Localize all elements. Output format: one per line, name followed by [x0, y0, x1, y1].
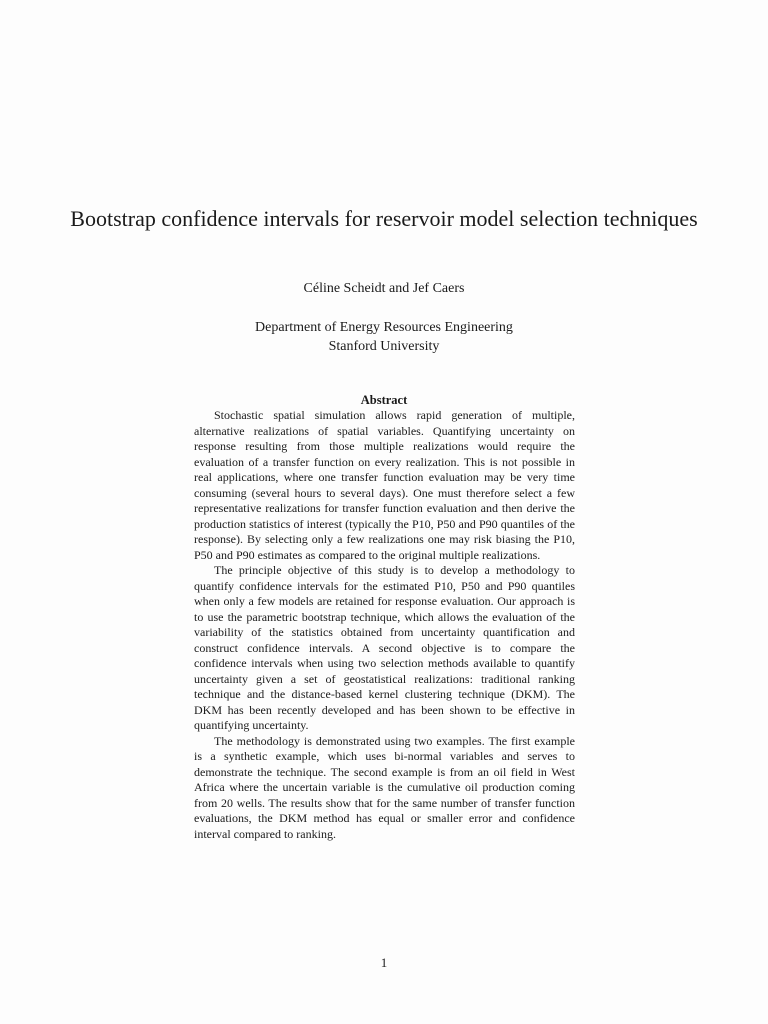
page-number: 1: [380, 955, 388, 970]
paper-affiliation: [0, 318, 768, 356]
paper-authors: Céline Scheidt and Jef Caers: [303, 281, 465, 296]
affiliation-university: Stanford University: [328, 339, 440, 354]
abstract-body: [194, 408, 575, 842]
abstract-paragraph: The principle objective of this study is to develop a methodology to quantify confidence intervals for the estimated P10, P50 and P90 quantiles when only a few models are retained for response evaluation. Our approach is to use the parametric bootstrap technique, which allows the evaluation of the variability of the statistics obtained from uncertainty quantification and construct confidence intervals. A second objective is to compare the confidence intervals when using two selection methods available to quantify uncertainty given a set of geostatistical realizations: traditional ranking technique and the distance-based kernel clustering technique (DKM). The DKM has been recently developed and has been shown to be effective in quantifying uncertainty.: [194, 563, 575, 732]
abstract-paragraph: The methodology is demonstrated using two examples. The first example is a synthetic example, which uses bi-normal variables and serves to demonstrate the technique. The second example is from an oil field in West Africa where the uncertain variable is the cumulative oil production coming from 20 wells. The results show that for the same number of transfer function evaluations, the DKM method has equal or smaller error and confidence interval compared to ranking.: [194, 733, 575, 841]
abstract-heading: Abstract: [360, 393, 408, 407]
paper-title: Bootstrap confidence intervals for reservoir model selection techniques: [70, 206, 698, 231]
abstract-paragraph: Stochastic spatial simulation allows rapid generation of multiple, alternative realizations of spatial variables. Quantifying uncertainty on response resulting from those multiple realizations would require the evaluation of a transfer function on every realization. This is not possible in real applications, where one transfer function evaluation may be very time consuming (several hours to several days). One must therefore select a few representative realizations for transfer function evaluation and then derive the production statistics of interest (typically the P10, P50 and P90 quantiles of the response). By selecting only a few realizations one may risk biasing the P10, P50 and P90 estimates as compared to the original multiple realizations.: [194, 408, 575, 562]
affiliation-department: Department of Energy Resources Engineering: [255, 320, 513, 335]
